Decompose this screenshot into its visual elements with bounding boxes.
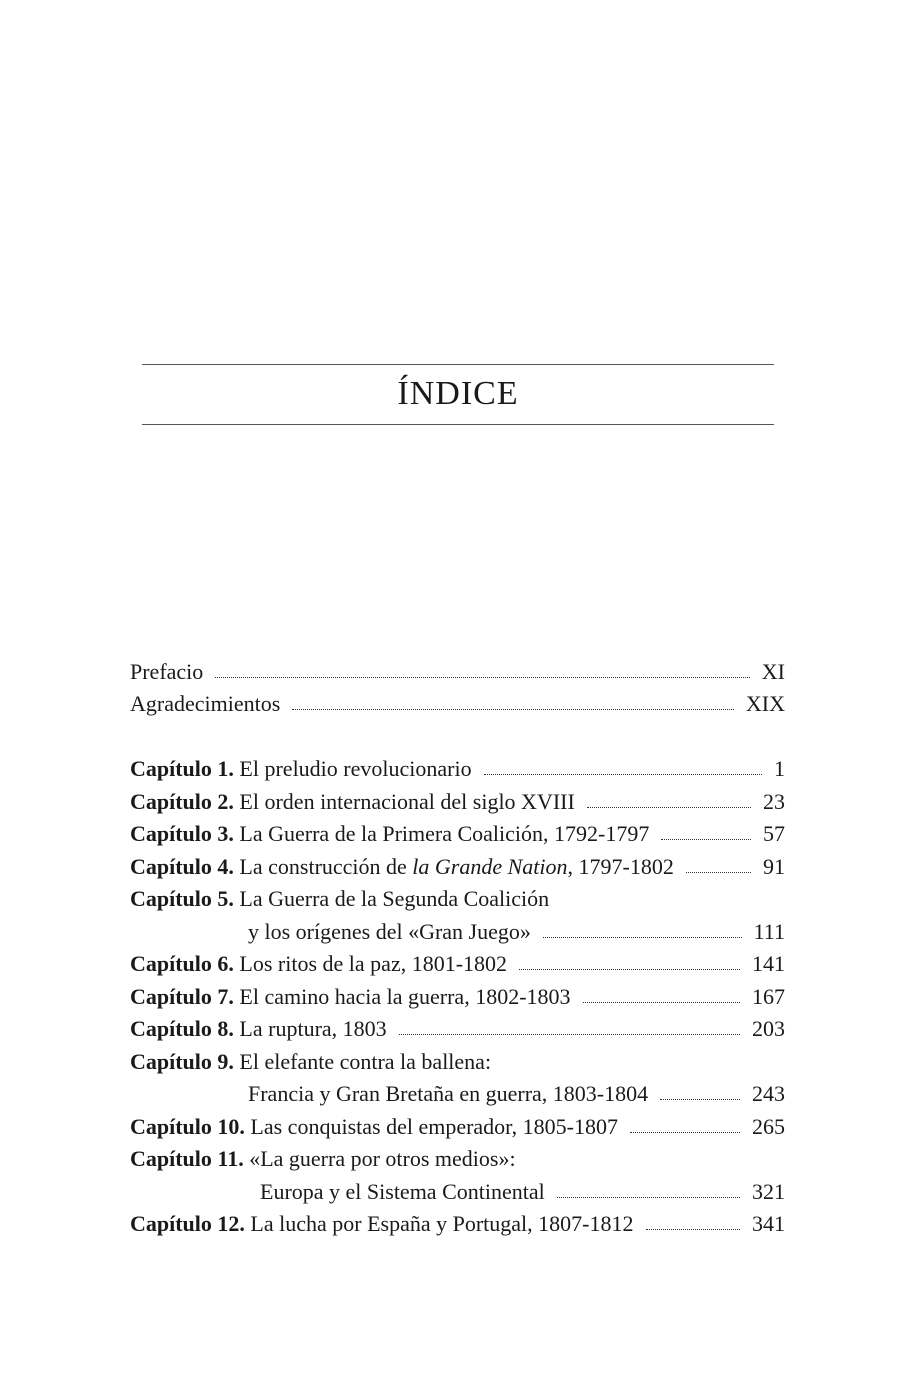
chapter-number: Capítulo 5. xyxy=(130,886,234,911)
dot-leader xyxy=(292,708,734,710)
toc-entry-chapter-4[interactable] xyxy=(130,851,785,883)
title-rule-bottom xyxy=(142,424,774,425)
dot-leader xyxy=(661,838,751,840)
toc-entry-prefacio[interactable] xyxy=(130,656,785,688)
toc-page-number: 141 xyxy=(752,951,785,976)
chapter-number: Capítulo 1. xyxy=(130,756,234,781)
toc-page-number: XIX xyxy=(745,691,785,716)
toc-entry-chapter-8[interactable] xyxy=(130,1013,785,1045)
title-rule-top xyxy=(142,364,774,365)
chapter-number: Capítulo 4. xyxy=(130,854,234,879)
toc-page-number: 321 xyxy=(752,1179,785,1204)
dot-leader xyxy=(587,806,751,808)
chapter-title: La Guerra de la Primera Coalición, 1792-1797 xyxy=(239,821,650,846)
chapter-title: La lucha por España y Portugal, 1807-1812 xyxy=(250,1211,634,1236)
toc-entry-chapter-5[interactable] xyxy=(130,883,785,915)
toc-page-number: 243 xyxy=(752,1081,785,1106)
dot-leader xyxy=(557,1196,740,1198)
toc-page-number: 1 xyxy=(774,756,785,781)
toc-entry-chapter-7[interactable] xyxy=(130,981,785,1013)
chapter-title-continuation: Europa y el Sistema Continental xyxy=(260,1179,545,1204)
toc-entry-chapter-1[interactable] xyxy=(130,753,785,785)
chapter-number: Capítulo 11. xyxy=(130,1146,244,1171)
toc-entry-chapter-11-line-2[interactable] xyxy=(130,1176,785,1208)
chapter-number: Capítulo 7. xyxy=(130,984,234,1009)
toc-page-number: XI xyxy=(761,659,785,684)
toc-entry-chapter-6[interactable] xyxy=(130,948,785,980)
chapter-title-part: La construcción de xyxy=(239,854,413,879)
toc-entry-chapter-10[interactable] xyxy=(130,1111,785,1143)
toc-page-number: 203 xyxy=(752,1016,785,1041)
chapter-title-continuation: y los orígenes del «Gran Juego» xyxy=(248,919,531,944)
dot-leader xyxy=(519,968,740,970)
toc-page-number: 91 xyxy=(763,854,785,879)
dot-leader xyxy=(660,1098,740,1100)
toc-entry-chapter-9-line-2[interactable] xyxy=(130,1078,785,1110)
chapter-number: Capítulo 8. xyxy=(130,1016,234,1041)
chapter-title-part: , 1797-1802 xyxy=(567,854,674,879)
chapter-title: Las conquistas del emperador, 1805-1807 xyxy=(250,1114,618,1139)
toc-entry-agradecimientos[interactable] xyxy=(130,688,785,720)
dot-leader xyxy=(630,1131,740,1133)
chapter-title: El camino hacia la guerra, 1802-1803 xyxy=(239,984,571,1009)
toc-page-number: 23 xyxy=(763,789,785,814)
chapter-title: Los ritos de la paz, 1801-1802 xyxy=(239,951,508,976)
toc-entry-label: Prefacio xyxy=(130,659,204,684)
chapter-number: Capítulo 3. xyxy=(130,821,234,846)
dot-leader xyxy=(583,1001,740,1003)
dot-leader xyxy=(543,936,742,938)
dot-leader xyxy=(484,773,762,775)
toc-page-number: 265 xyxy=(752,1114,785,1139)
chapter-title: La ruptura, 1803 xyxy=(239,1016,387,1041)
toc-entry-chapter-3[interactable] xyxy=(130,818,785,850)
toc-entry-label: Agradecimientos xyxy=(130,691,281,716)
toc-entry-chapter-2[interactable] xyxy=(130,786,785,818)
chapter-title: La Guerra de la Segunda Coalición xyxy=(239,886,550,911)
dot-leader xyxy=(215,676,749,678)
chapter-number: Capítulo 9. xyxy=(130,1049,234,1074)
chapter-title: El elefante contra la ballena: xyxy=(239,1049,492,1074)
toc-entry-chapter-5-line-2[interactable] xyxy=(130,916,785,948)
dot-leader xyxy=(646,1228,741,1230)
chapter-title: El preludio revolucionario xyxy=(239,756,472,781)
toc-entry-chapter-12[interactable] xyxy=(130,1208,785,1240)
chapter-title-continuation: Francia y Gran Bretaña en guerra, 1803-1804 xyxy=(248,1081,649,1106)
toc-page-number: 57 xyxy=(763,821,785,846)
dot-leader xyxy=(399,1033,740,1035)
page-title: ÍNDICE xyxy=(397,375,519,412)
toc-page-number: 111 xyxy=(753,919,785,944)
dot-leader xyxy=(686,871,751,873)
chapter-title: El orden internacional del siglo XVIII xyxy=(239,789,575,814)
chapter-number: Capítulo 6. xyxy=(130,951,234,976)
chapter-title: «La guerra por otros medios»: xyxy=(249,1146,516,1171)
chapter-title-italic: la Grande Nation xyxy=(412,854,568,879)
toc-page-number: 167 xyxy=(752,984,785,1009)
chapter-number: Capítulo 10. xyxy=(130,1114,245,1139)
toc-entry-chapter-11[interactable] xyxy=(130,1143,785,1175)
chapter-number: Capítulo 12. xyxy=(130,1211,245,1236)
toc-entry-chapter-9[interactable] xyxy=(130,1046,785,1078)
toc-page-number: 341 xyxy=(752,1211,785,1236)
chapter-number: Capítulo 2. xyxy=(130,789,234,814)
